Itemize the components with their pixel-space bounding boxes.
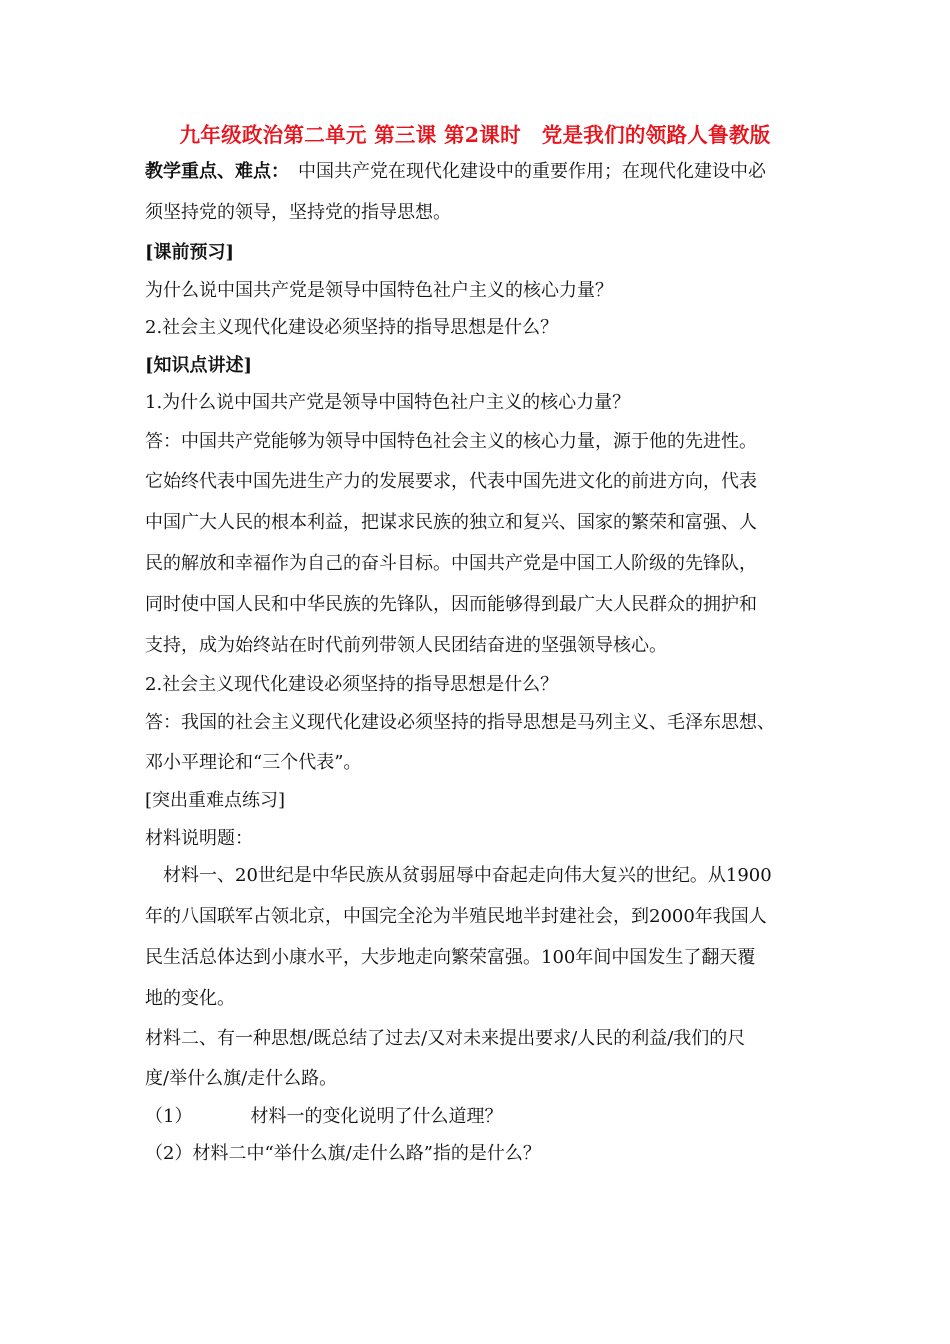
preview-question-1: 为什么说中国共产党是领导中国特色社户主义的核心力量？ [145,280,613,301]
material-1-line: 地的变化。 [145,988,235,1009]
answer-1-line: 它始终代表中国先进生产力的发展要求，代表中国先进文化的前进方向，代表 [145,471,757,492]
focus-label: 教学重点、难点： [145,161,280,182]
answer-2-line: 邓小平理论和“三个代表”。 [145,752,362,773]
answer-1-line: 支持，成为始终站在时代前列带领人民团结奋进的坚强领导核心。 [145,635,667,656]
material-2-line: 度/举什么旗/走什么路。 [145,1068,338,1089]
answer-2-line: 答：我国的社会主义现代化建设必须坚持的指导思想是马列主义、毛泽东思想、 [145,712,775,733]
material-1-line: 民生活总体达到小康水平，大步地走向繁荣富强。100年间中国发生了翻天覆 [145,947,756,968]
material-2-line: 材料二、有一种思想/既总结了过去/又对未来提出要求/人民的利益/我们的尺 [145,1028,746,1049]
material-1-line: 年的八国联军占领北京，中国完全沦为半殖民地半封建社会，到2000年我国人 [145,906,767,927]
preview-question-2: 2.社会主义现代化建设必须坚持的指导思想是什么？ [145,317,559,338]
answer-1-line: 民的解放和幸福作为自己的奋斗目标。中国共产党是中国工人阶级的先锋队， [145,553,757,574]
preview-heading: [课前预习] [145,242,235,263]
knowledge-heading: [知识点讲述] [145,355,253,376]
focus-text-cont: 须坚持党的领导，坚持党的指导思想。 [145,202,451,223]
focus-line [145,160,766,184]
knowledge-question-2: 2.社会主义现代化建设必须坚持的指导思想是什么？ [145,674,559,695]
question-2: （2）材料二中“举什么旗/走什么路”指的是什么？ [145,1143,541,1164]
practice-heading: [突出重难点练习] [145,790,286,811]
knowledge-question-1: 1.为什么说中国共产党是领导中国特色社户主义的核心力量？ [145,392,631,413]
practice-subheading: 材料说明题： [145,828,253,849]
answer-1-line: 中国广大人民的根本利益，把谋求民族的独立和复兴、国家的繁荣和富强、人 [145,512,757,533]
answer-1-line: 同时使中国人民和中华民族的先锋队，因而能够得到最广大人民群众的拥护和 [145,594,757,615]
question-1 [145,1105,502,1129]
question-1-number: （1） [145,1106,193,1127]
material-1-line: 材料一、20世纪是中华民族从贫弱屈辱中奋起走向伟大复兴的世纪。从1900 [145,865,772,886]
focus-text: 中国共产党在现代化建设中的重要作用；在现代化建设中必 [280,161,766,182]
answer-1-line: 答：中国共产党能够为领导中国特色社会主义的核心力量，源于他的先进性。 [145,431,757,452]
question-1-text: 材料一的变化说明了什么道理？ [250,1106,503,1127]
document-title: 九年级政治第二单元 第三课 第2课时 党是我们的领路人鲁教版 [179,123,771,147]
